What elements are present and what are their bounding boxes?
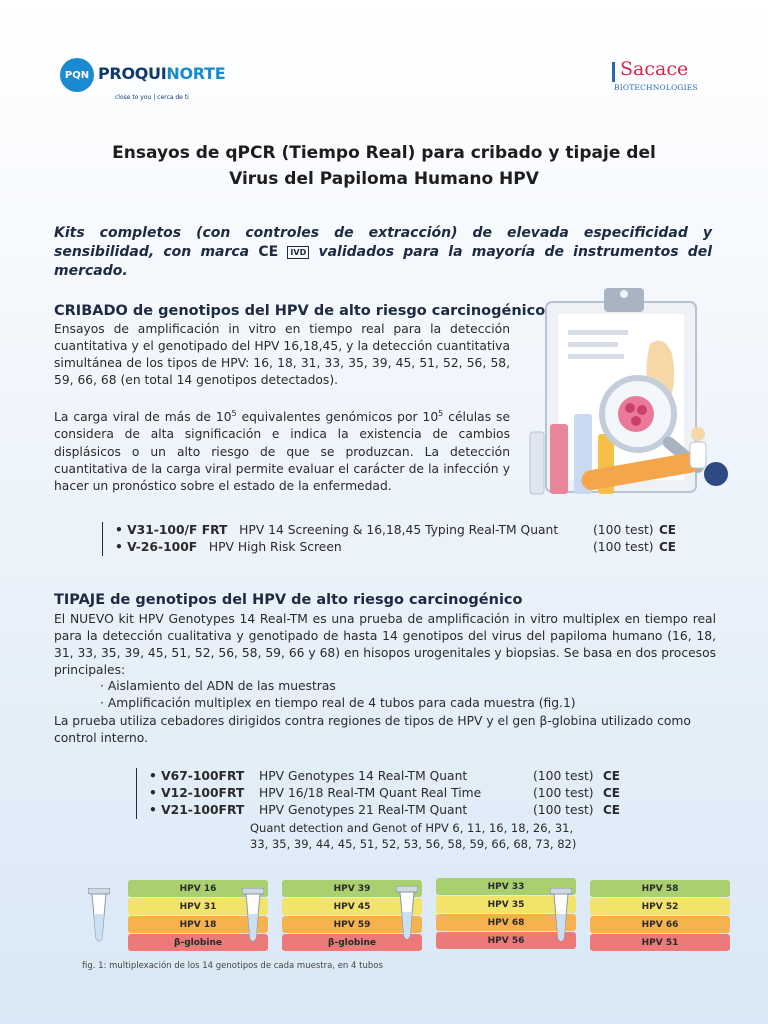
tipaje-heading: TIPAJE de genotipos del HPV de alto riesgo carcinogénico bbox=[54, 592, 523, 608]
cribado-paragraph-2 bbox=[54, 405, 510, 496]
tipaje-bullet-1: · Aislamiento del ADN de las muestras bbox=[100, 679, 336, 693]
pcr-tube-icon bbox=[396, 886, 418, 944]
product-tests: (100 test) bbox=[593, 540, 654, 554]
sacace-logo-bar bbox=[612, 62, 615, 82]
hpv-genotype-cell: HPV 59 bbox=[282, 916, 422, 933]
cell-dot bbox=[625, 403, 635, 413]
cribado-p2-c: células se considera de alta significación e indica la existencia de cambios displásicos o un alto riesgo de que se produzcan. La detección cuantitativa de la carga viral permite evaluar el carácter de la infección y hacer un pronóstico sobre el estado de la enfermedad. bbox=[54, 410, 511, 494]
ce-mark-icon: CE bbox=[659, 523, 677, 537]
proquinorte-logo bbox=[60, 58, 230, 108]
product-description: HPV 16/18 Real-TM Quant Real Time bbox=[259, 786, 482, 800]
hpv-genotype-cell: HPV 56 bbox=[436, 932, 576, 949]
hpv-genotype-cell: HPV 35 bbox=[436, 896, 576, 913]
ce-mark-icon: CE bbox=[258, 244, 279, 260]
clipboard-lab-illustration bbox=[520, 284, 740, 506]
pcr-tube-icon bbox=[550, 888, 572, 946]
pcr-tube-icon bbox=[88, 888, 110, 946]
sacace-subtitle: BIOTECHNOLOGIES bbox=[614, 83, 698, 92]
genotypes-21-note: Quant detection and Genot of HPV 6, 11, 16, 18, 26, 31, 33, 35, 39, 44, 45, 51, 52, 53, 56, 58, 59, 66, 68, 73, 82) bbox=[250, 821, 577, 851]
title-line-1: Ensayos de qPCR (Tiempo Real) para cribado y tipaje del bbox=[112, 143, 656, 163]
hpv-genotype-cell: HPV 31 bbox=[128, 898, 268, 915]
scientist-head bbox=[691, 427, 705, 441]
product-description: HPV 14 Screening & 16,18,45 Typing Real-TM Quant bbox=[239, 523, 559, 537]
ce-mark-icon: CE bbox=[603, 786, 621, 800]
product-description: HPV Genotypes 14 Real-TM Quant bbox=[259, 769, 468, 783]
tipaje-bullet-2: · Amplificación multiplex en tiempo real de 4 tubos para cada muestra (fig.1) bbox=[100, 696, 576, 710]
tube-cells bbox=[590, 880, 730, 952]
product-code: • V12-100FRT bbox=[149, 786, 245, 800]
intro-text-a: Kits completos (con controles de extracción) de elevada especificidad y sensibilidad, con marca bbox=[54, 225, 712, 260]
product-code: • V-26-100F bbox=[115, 540, 198, 554]
product-code: • V21-100FRT bbox=[149, 803, 245, 817]
ce-mark-icon: CE bbox=[603, 803, 621, 817]
pcr-tube-icon bbox=[242, 888, 264, 946]
cell-dot bbox=[631, 416, 641, 426]
clipboard-clip-hole bbox=[620, 290, 628, 298]
product-description: HPV Genotypes 21 Real-TM Quant bbox=[259, 803, 468, 817]
hpv-genotype-cell: HPV 68 bbox=[436, 914, 576, 931]
hpv-genotype-cell: HPV 33 bbox=[436, 878, 576, 895]
hpv-genotype-cell: β-globine bbox=[128, 934, 268, 951]
hpv-genotype-cell: HPV 58 bbox=[590, 880, 730, 897]
proquinorte-name bbox=[98, 64, 225, 83]
proquinorte-name-part1: PROQUI bbox=[98, 64, 167, 83]
test-tube-icon bbox=[550, 424, 568, 494]
hpv-genotype-cell: HPV 52 bbox=[590, 898, 730, 915]
proquinorte-tagline: close to you | cerca de ti bbox=[115, 94, 189, 101]
ce-mark-icon: CE bbox=[603, 769, 621, 783]
superscript-exponent: 5 bbox=[231, 409, 237, 418]
intro-paragraph bbox=[54, 224, 712, 281]
cribado-heading: CRIBADO de genotipos del HPV de alto riesgo carcinogénico bbox=[54, 303, 546, 319]
ce-mark-icon: CE bbox=[659, 540, 677, 554]
cribado-p2-a: La carga viral de más de 10 bbox=[54, 410, 232, 425]
tipaje-paragraph-2: La prueba utiliza cebadores dirigidos contra regiones de tipos de HPV y el gen β-globina utilizado como control interno. bbox=[54, 714, 691, 745]
paper-line bbox=[568, 354, 624, 359]
figure-caption: fig. 1: multiplexación de los 14 genotipos de cada muestra, en 4 tubos bbox=[82, 961, 383, 971]
ivd-mark-icon: IVD bbox=[287, 246, 309, 259]
scientist-coat bbox=[690, 442, 706, 468]
paper-line bbox=[568, 342, 618, 347]
virus-icon bbox=[704, 462, 728, 486]
intro-text-b: validados para la mayoría de instrumentos del mercado. bbox=[54, 244, 713, 279]
hpv-genotype-cell: HPV 39 bbox=[282, 880, 422, 897]
hpv-genotype-cell: HPV 45 bbox=[282, 898, 422, 915]
proquinorte-name-part2: NORTE bbox=[166, 64, 226, 83]
superscript-exponent: 5 bbox=[438, 409, 444, 418]
cribado-paragraph-1: Ensayos de amplificación in vitro en tiempo real para la detección cuantitativa y el genotipado del HPV 16,18,45, y la detección cuantitativa simultánea de los tipos de HPV: 16, 18, 31, 33, 35, 39, 45, 51, 52, 56, 58, 59, 66, 68 (en total 14 genotipos detectados). bbox=[54, 322, 510, 387]
product-row bbox=[149, 802, 621, 819]
product-row bbox=[149, 785, 621, 802]
hpv-genotype-cell: HPV 16 bbox=[128, 880, 268, 897]
product-code: • V67-100FRT bbox=[149, 769, 245, 783]
hpv-genotype-cell: HPV 51 bbox=[590, 934, 730, 951]
title-line-2: Virus del Papiloma Humano HPV bbox=[229, 169, 539, 189]
proquinorte-badge: PQN bbox=[60, 58, 94, 92]
hpv-genotype-cell: HPV 66 bbox=[590, 916, 730, 933]
product-tests: (100 test) bbox=[533, 803, 594, 817]
cribado-p2-b: equivalentes genómicos por 10 bbox=[236, 410, 439, 425]
hpv-genotype-cell: HPV 18 bbox=[128, 916, 268, 933]
hpv-genotype-cell: β-globine bbox=[282, 934, 422, 951]
sacace-name: Sacace bbox=[620, 58, 689, 80]
product-tests: (100 test) bbox=[533, 769, 594, 783]
test-tube-icon bbox=[530, 432, 544, 494]
cell-dot bbox=[637, 405, 647, 415]
product-code: • V31-100/F FRT bbox=[115, 523, 228, 537]
product-row bbox=[149, 768, 621, 785]
product-tests: (100 test) bbox=[593, 523, 654, 537]
tipaje-paragraph-1: El NUEVO kit HPV Genotypes 14 Real-TM es una prueba de amplificación in vitro multiplex en tiempo real para la detección cualitativa y genotipado de hasta 14 genotipos del virus del papiloma humano (16, 18, 31, 33, 35, 39, 45, 51, 52, 56, 58, 59, 66 y 68) en hisopos urogenitales y biopsias. Se basa en dos procesos principales: bbox=[54, 612, 716, 677]
sacace-logo bbox=[612, 58, 722, 98]
product-row bbox=[115, 539, 682, 556]
page-title bbox=[60, 140, 708, 192]
product-description: HPV High Risk Screen bbox=[208, 540, 342, 554]
tipaje-product-list bbox=[136, 768, 621, 819]
cribado-product-list bbox=[102, 522, 682, 556]
product-tests: (100 test) bbox=[533, 786, 594, 800]
cell-cluster bbox=[618, 396, 654, 432]
paper-line bbox=[568, 330, 628, 335]
product-row bbox=[115, 522, 682, 539]
